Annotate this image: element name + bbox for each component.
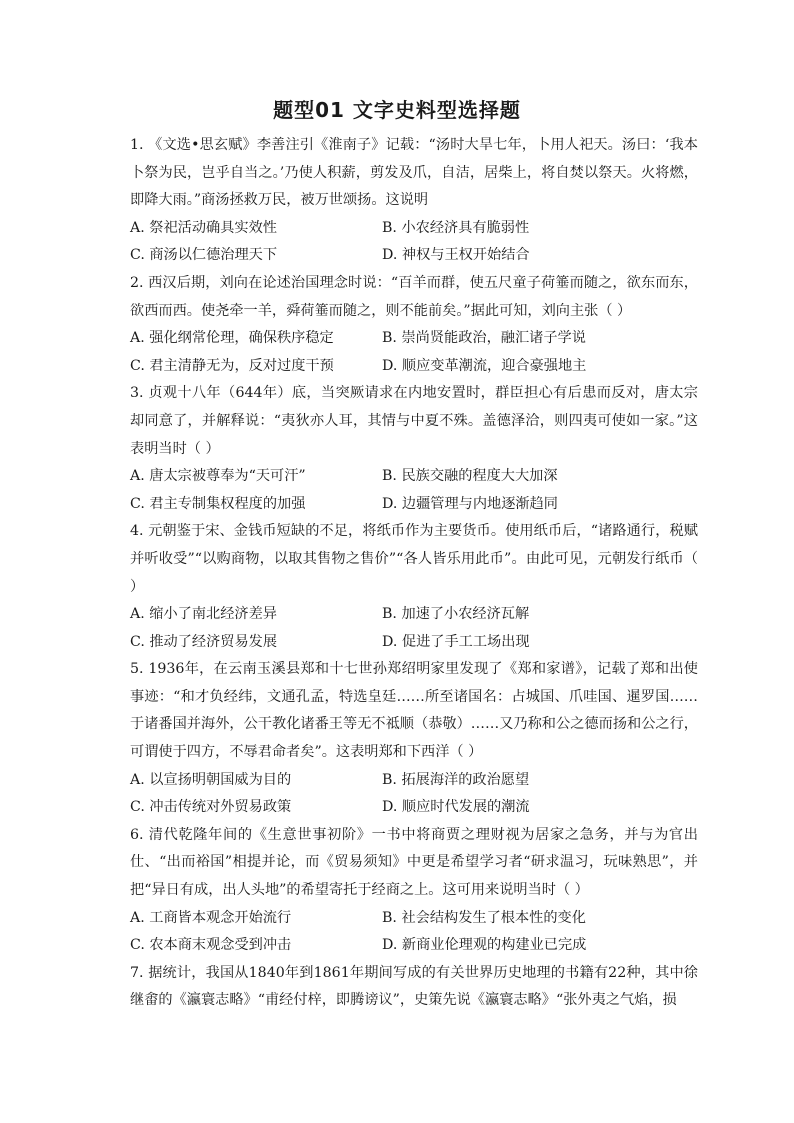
options-grid <box>130 601 698 656</box>
option-c: C. 君主专制集权程度的加强 <box>130 495 306 512</box>
options-grid <box>130 905 698 960</box>
option-d: D. 顺应时代发展的潮流 <box>382 799 530 816</box>
question-3 <box>130 380 698 518</box>
option-c: C. 冲击传统对外贸易政策 <box>130 799 292 816</box>
option-b: B. 社会结构发生了根本性的变化 <box>382 909 586 926</box>
option-d: D. 边疆管理与内地逐渐趋同 <box>382 495 558 512</box>
option-d: D. 新商业伦理观的构建业已完成 <box>382 937 587 954</box>
option-c: C. 商汤以仁德治理天下 <box>130 247 278 264</box>
question-stem: 2. 西汉后期，刘向在论述治国理念时说：“百羊而群，使五尺童子荷箠而随之，欲东而东，欲西而西。使尧牵一羊，舜荷箠而随之，则不能前矣。”据此可知，刘向主张（ ） <box>130 274 698 319</box>
option-d: D. 顺应变革潮流，迎合豪强地主 <box>382 357 587 374</box>
question-1 <box>130 132 698 270</box>
option-a: A. 以宣扬明朝国威为目的 <box>130 771 292 788</box>
page-title: 题型01 文字史料型选择题 <box>273 98 521 122</box>
option-b: B. 崇尚贤能政治，融汇诸子学说 <box>382 330 586 347</box>
question-7 <box>130 960 698 1015</box>
option-a: A. 缩小了南北经济差异 <box>130 606 277 623</box>
options-grid <box>130 325 698 380</box>
question-stem: 6. 清代乾隆年间的《生意世事初阶》一书中将商贾之理财视为居家之急务，并与为官出仕、“出而裕国”相提并论，而《贸易须知》中更是希望学习者“研求温习，玩味熟思”，并把“异日有成，出人头地”的希望寄托于经商之上。这可用来说明当时（ ） <box>130 826 698 899</box>
options-grid <box>130 767 698 822</box>
question-stem: 5. 1936年，在云南玉溪县郑和十七世孙郑绍明家里发现了《郑和家谱》，记载了郑和出使事迹：“和才负经纬，文通孔孟，特选皇廷……所至诸国名：占城国、爪哇国、暹罗国……于诸番国并海外，公干教化诸番王等无不祗顺（恭敬）……又乃称和公之德而扬和公之行，可谓使于四方，不辱君命者矣”。这表明郑和下西洋（ ） <box>130 661 698 761</box>
option-b: B. 加速了小农经济瓦解 <box>382 606 530 623</box>
question-4 <box>130 518 698 656</box>
question-stem: 4. 元朝鉴于宋、金钱币短缺的不足，将纸币作为主要货币。使用纸币后，“诸路通行，税赋并听收受”“以购商物，以取其售物之售价”“各人皆乐用此币”。由此可见，元朝发行纸币（ ） <box>130 523 698 595</box>
option-b: B. 小农经济具有脆弱性 <box>382 219 530 236</box>
question-5 <box>130 656 698 822</box>
question-stem: 3. 贞观十八年（644年）底，当突厥请求在内地安置时，群臣担心有后患而反对，唐太宗却同意了，并解释说：“夷狄亦人耳，其情与中夏不殊。盖德泽洽，则四夷可使如一家。”这表明当时（ ） <box>130 385 698 457</box>
option-d: D. 神权与王权开始结合 <box>382 247 530 264</box>
question-6 <box>130 822 698 960</box>
option-c: C. 推动了经济贸易发展 <box>130 633 278 650</box>
option-a: A. 工商皆本观念开始流行 <box>130 909 292 926</box>
question-2 <box>130 270 698 380</box>
option-b: B. 拓展海洋的政治愿望 <box>382 771 530 788</box>
options-grid <box>130 215 698 270</box>
option-b: B. 民族交融的程度大大加深 <box>382 468 558 485</box>
option-a: A. 祭祀活动确具实效性 <box>130 219 277 236</box>
option-c: C. 君主清静无为，反对过度干预 <box>130 357 334 374</box>
options-grid <box>130 463 698 518</box>
question-stem: 7. 据统计，我国从1840年到1861年期间写成的有关世界历史地理的书籍有22种，其中徐继畬的《瀛寰志略》“甫经付梓，即腾谤议”，史策先说《瀛寰志略》“张外夷之气焰，损 <box>130 964 698 1009</box>
option-c: C. 农本商末观念受到冲击 <box>130 937 292 954</box>
option-a: A. 强化纲常伦理，确保秩序稳定 <box>130 330 334 347</box>
option-d: D. 促进了手工工场出现 <box>382 633 530 650</box>
question-stem: 1. 《文选•思玄赋》李善注引《淮南子》记载：“汤时大旱七年，卜用人祀天。汤曰：‘我本卜祭为民，岂乎自当之。’乃使人积薪，剪发及爪，自洁，居柴上，将自焚以祭天。火将燃，即降大雨。”商汤拯救万民，被万世颂扬。这说明 <box>130 137 698 209</box>
option-a: A. 唐太宗被尊奉为“天可汗” <box>130 468 306 485</box>
